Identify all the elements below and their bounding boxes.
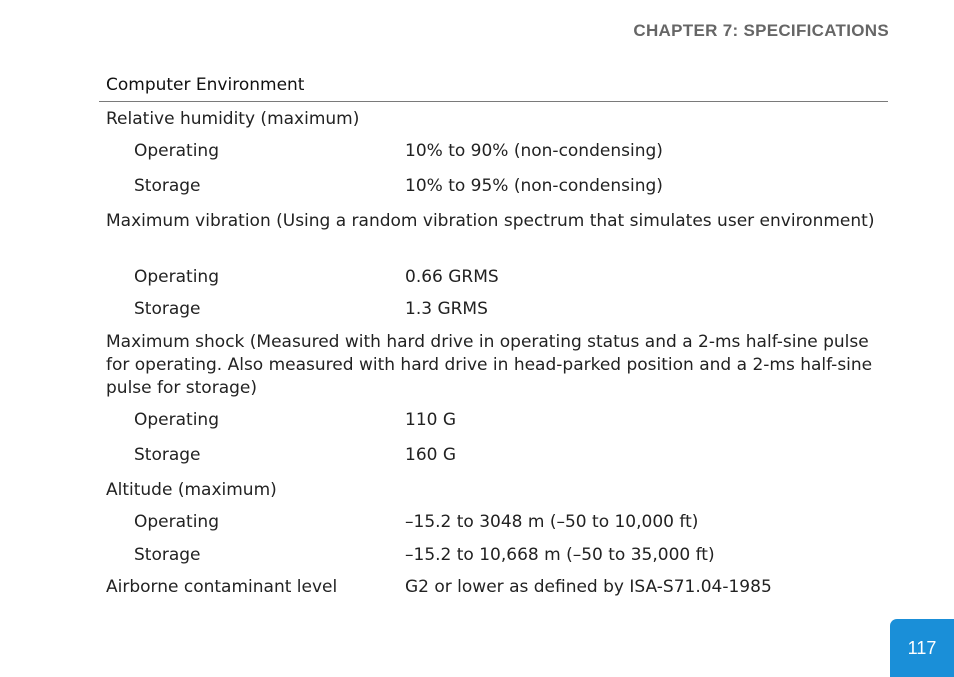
spec-label: Storage <box>134 176 201 196</box>
spec-value: 10% to 95% (non-condensing) <box>405 176 663 196</box>
spec-value: –15.2 to 3048 m (–50 to 10,000 ft) <box>405 512 699 532</box>
altitude-heading: Altitude (maximum) <box>106 480 277 500</box>
spec-label: Storage <box>134 445 201 465</box>
humidity-heading: Relative humidity (maximum) <box>106 109 360 129</box>
spec-value: 110 G <box>405 410 457 430</box>
spec-label: Operating <box>134 141 219 161</box>
vibration-heading: Maximum vibration (Using a random vibration spectrum that simulates user environment) <box>106 211 875 231</box>
spec-label: Operating <box>134 267 219 287</box>
spec-value: 0.66 GRMS <box>405 267 499 287</box>
shock-heading: Maximum shock (Measured with hard drive in operating status and a 2-ms half-sine pulse for operating. Also measured with hard drive in head-parked position and a 2-ms half-sine pulse for storage) <box>106 332 873 398</box>
chapter-header: CHAPTER 7: SPECIFICATIONS <box>633 21 889 40</box>
section-divider <box>99 101 888 102</box>
spec-value: 10% to 90% (non-condensing) <box>405 141 663 161</box>
spec-label: Storage <box>134 545 201 565</box>
spec-value: 1.3 GRMS <box>405 299 488 319</box>
spec-value: G2 or lower as defined by ISA-S71.04-1985 <box>405 577 772 597</box>
page-number-tab: 117 <box>890 619 954 677</box>
spec-label: Operating <box>134 410 219 430</box>
spec-value: –15.2 to 10,668 m (–50 to 35,000 ft) <box>405 545 715 565</box>
spec-value: 160 G <box>405 445 457 465</box>
spec-label: Airborne contaminant level <box>106 577 338 597</box>
spec-label: Storage <box>134 299 201 319</box>
section-title: Computer Environment <box>106 75 305 95</box>
spec-label: Operating <box>134 512 219 532</box>
